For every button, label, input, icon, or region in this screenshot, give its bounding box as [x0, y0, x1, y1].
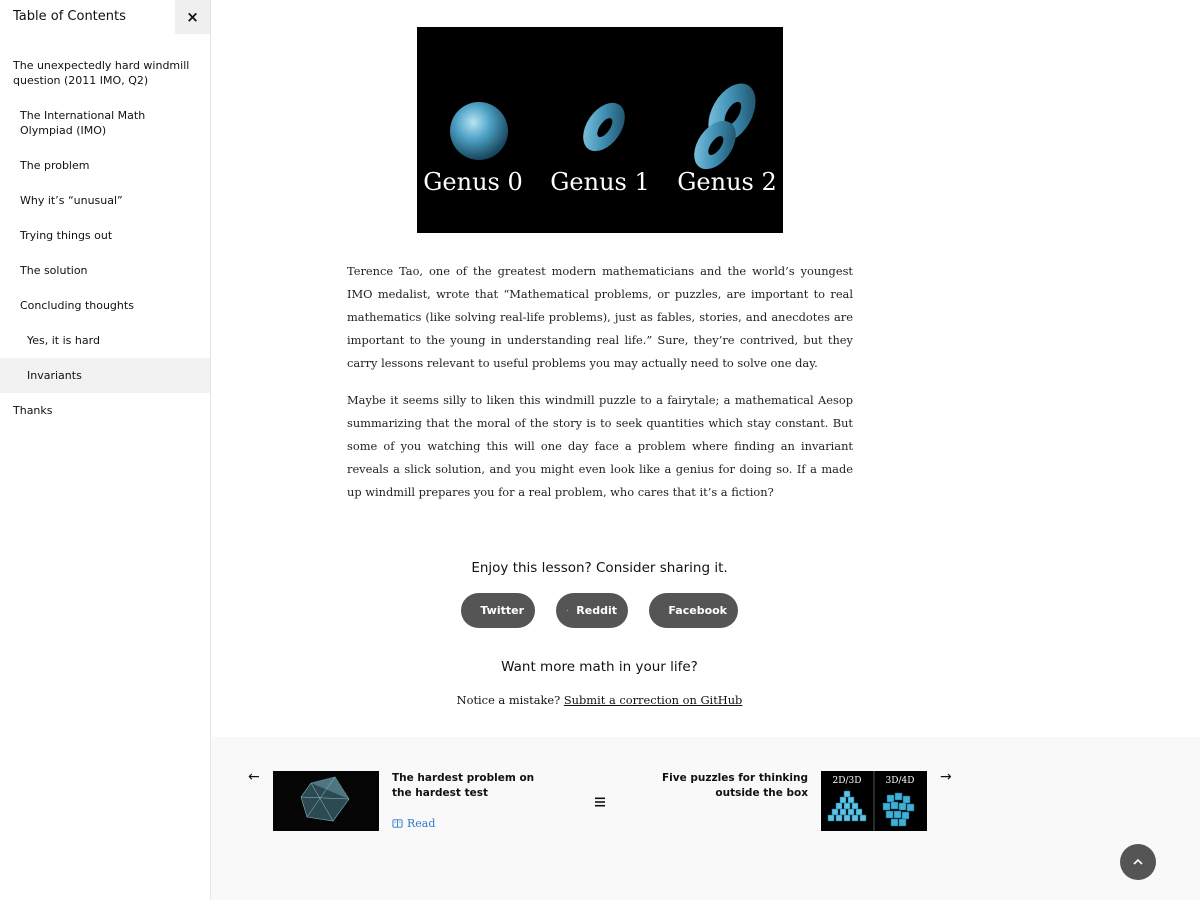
genus-1-label: Genus 1	[550, 168, 650, 196]
double-torus-shape	[686, 75, 766, 177]
toc-item[interactable]: Why it’s “unusual”	[20, 194, 123, 207]
genus-2-label: Genus 2	[677, 168, 777, 196]
reddit-share-button[interactable]	[556, 593, 628, 628]
polyhedron-thumbnail-image	[273, 771, 379, 831]
reddit-label: Reddit	[576, 604, 617, 617]
share-heading: Enjoy this lesson? Consider sharing it.	[471, 560, 728, 576]
toc-item[interactable]: Trying things out	[20, 229, 113, 242]
share-buttons	[211, 593, 988, 628]
article-paragraph: Maybe it seems silly to liken this windmill puzzle to a fairytale; a mathematical Aesop summarizing that the moral of the story is to seek quantities which stay constant. But some of you watching this will one day face a problem where finding an invariant reveals a slick solution, and you might even look like a genius for doing so. If a made up windmill prepares you for a real problem, who cares that it’s a fiction?	[347, 393, 853, 499]
genus-illustration	[417, 27, 783, 233]
cubes-thumbnail-image	[821, 771, 927, 831]
previous-lesson-thumbnail[interactable]	[273, 771, 379, 831]
toc-item[interactable]: The unexpectedly hard windmill question (2011 IMO, Q2)	[13, 59, 190, 87]
toc-item[interactable]: The problem	[20, 159, 90, 172]
article-paragraph: Terence Tao, one of the greatest modern mathematicians and the world’s youngest IMO medalist, wrote that “Mathematical problems, or puzzles, are important to real mathematics (like solving real-life problems), just as fables, stories, and anecdotes are important to the young in understanding real life.” Sure, they’re contrived, but they carry lessons relevant to useful problems you may actually need to solve one day.	[347, 264, 853, 370]
menu-icon[interactable]	[594, 796, 606, 808]
previous-lesson-title[interactable]: The hardest problem on the hardest test	[392, 772, 535, 799]
read-label: Read	[407, 817, 436, 830]
facebook-share-button[interactable]	[649, 593, 738, 628]
main-content	[211, 0, 1200, 900]
close-icon: ×	[186, 8, 199, 26]
facebook-label: Facebook	[668, 604, 727, 617]
lesson-navigation	[211, 737, 1200, 900]
toc-item[interactable]: Yes, it is hard	[27, 334, 100, 347]
github-correction-link[interactable]: Submit a correction on GitHub	[563, 693, 743, 707]
next-lesson-thumbnail[interactable]	[821, 771, 927, 831]
chevron-up-icon	[1132, 856, 1144, 868]
next-arrow-icon[interactable]: →	[940, 769, 952, 785]
torus-shape	[575, 95, 634, 159]
previous-arrow-icon[interactable]: ←	[248, 769, 260, 785]
toc-item[interactable]: The solution	[20, 264, 88, 277]
scroll-to-top-button[interactable]	[1120, 844, 1156, 880]
book-icon	[392, 818, 403, 829]
toc-title: Table of Contents	[13, 9, 126, 24]
toc-item[interactable]: The International Math Olympiad (IMO)	[20, 109, 146, 137]
thumb-label-3d4d: 3D/4D	[885, 776, 915, 786]
genus-0-label: Genus 0	[423, 168, 523, 196]
twitter-label: Twitter	[480, 604, 524, 617]
more-math-heading: Want more math in your life?	[501, 659, 698, 675]
next-lesson-title[interactable]: Five puzzles for thinking outside the box	[662, 772, 808, 799]
genus-figure	[417, 27, 783, 233]
sphere-shape	[450, 102, 508, 160]
mistake-notice	[211, 693, 988, 707]
reddit-icon	[567, 605, 568, 616]
toc-item[interactable]: Invariants	[0, 358, 210, 393]
article-body	[347, 260, 853, 518]
close-toc-button[interactable]	[175, 0, 210, 34]
toc-item[interactable]: Thanks	[13, 404, 53, 417]
table-of-contents-sidebar	[0, 0, 211, 900]
mistake-prefix: Notice a mistake?	[456, 693, 564, 707]
toc-list	[0, 48, 210, 428]
twitter-share-button[interactable]	[461, 593, 535, 628]
toc-item[interactable]: Concluding thoughts	[20, 299, 134, 312]
read-link[interactable]	[392, 817, 435, 830]
thumb-label-2d3d: 2D/3D	[832, 776, 862, 786]
toc-header	[0, 0, 210, 34]
